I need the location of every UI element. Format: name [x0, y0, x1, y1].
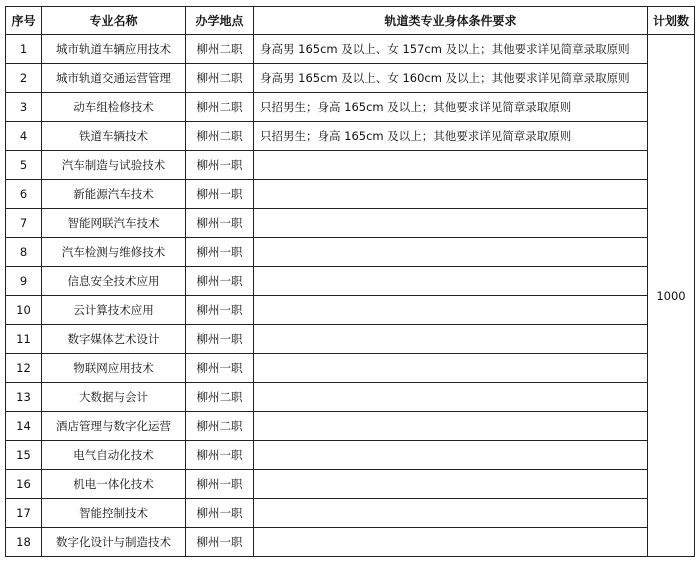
table-row	[6, 180, 695, 209]
table-row	[6, 151, 695, 180]
cell-requirement	[254, 528, 648, 557]
cell-location: 柳州二职	[186, 122, 254, 151]
cell-index: 17	[6, 499, 42, 528]
cell-index: 16	[6, 470, 42, 499]
cell-index: 10	[6, 296, 42, 325]
cell-requirement	[254, 383, 648, 412]
table-row	[6, 325, 695, 354]
cell-index: 14	[6, 412, 42, 441]
cell-location: 柳州二职	[186, 93, 254, 122]
table-header-row	[6, 7, 695, 35]
header-plan: 计划数	[648, 7, 695, 35]
table-body	[6, 35, 695, 557]
cell-major: 城市轨道车辆应用技术	[42, 35, 186, 64]
table-row	[6, 93, 695, 122]
table-row	[6, 64, 695, 93]
cell-requirement	[254, 267, 648, 296]
table-row	[6, 441, 695, 470]
cell-requirement	[254, 354, 648, 383]
table-row	[6, 499, 695, 528]
cell-location: 柳州二职	[186, 35, 254, 64]
header-location: 办学地点	[186, 7, 254, 35]
cell-major: 大数据与会计	[42, 383, 186, 412]
cell-index: 8	[6, 238, 42, 267]
cell-requirement: 只招男生；身高 165cm 及以上；其他要求详见简章录取原则	[254, 93, 648, 122]
cell-index: 7	[6, 209, 42, 238]
cell-location: 柳州一职	[186, 238, 254, 267]
cell-location: 柳州二职	[186, 412, 254, 441]
cell-major: 信息安全技术应用	[42, 267, 186, 296]
cell-location: 柳州二职	[186, 383, 254, 412]
cell-major: 数字化设计与制造技术	[42, 528, 186, 557]
cell-index: 13	[6, 383, 42, 412]
table-row	[6, 122, 695, 151]
cell-location: 柳州一职	[186, 151, 254, 180]
cell-major: 电气自动化技术	[42, 441, 186, 470]
table-row	[6, 412, 695, 441]
cell-requirement	[254, 209, 648, 238]
cell-index: 2	[6, 64, 42, 93]
cell-requirement: 只招男生；身高 165cm 及以上；其他要求详见简章录取原则	[254, 122, 648, 151]
cell-major: 汽车制造与试验技术	[42, 151, 186, 180]
cell-location: 柳州一职	[186, 441, 254, 470]
cell-location: 柳州一职	[186, 296, 254, 325]
cell-location: 柳州一职	[186, 180, 254, 209]
cell-requirement	[254, 238, 648, 267]
cell-requirement	[254, 441, 648, 470]
cell-major: 新能源汽车技术	[42, 180, 186, 209]
cell-location: 柳州一职	[186, 209, 254, 238]
cell-requirement	[254, 470, 648, 499]
table-row	[6, 35, 695, 64]
cell-requirement	[254, 180, 648, 209]
cell-index: 1	[6, 35, 42, 64]
table-row	[6, 267, 695, 296]
cell-requirement	[254, 499, 648, 528]
cell-location: 柳州一职	[186, 499, 254, 528]
cell-major: 智能控制技术	[42, 499, 186, 528]
cell-requirement	[254, 151, 648, 180]
table-row	[6, 528, 695, 557]
cell-major: 物联网应用技术	[42, 354, 186, 383]
cell-major: 动车组检修技术	[42, 93, 186, 122]
cell-location: 柳州二职	[186, 64, 254, 93]
enrollment-table	[5, 6, 695, 557]
cell-major: 城市轨道交通运营管理	[42, 64, 186, 93]
cell-index: 18	[6, 528, 42, 557]
cell-index: 6	[6, 180, 42, 209]
cell-major: 智能网联汽车技术	[42, 209, 186, 238]
cell-major: 机电一体化技术	[42, 470, 186, 499]
cell-requirement: 身高男 165cm 及以上、女 157cm 及以上；其他要求详见简章录取原则	[254, 35, 648, 64]
cell-major: 铁道车辆技术	[42, 122, 186, 151]
table-row	[6, 383, 695, 412]
cell-requirement: 身高男 165cm 及以上、女 160cm 及以上；其他要求详见简章录取原则	[254, 64, 648, 93]
header-index: 序号	[6, 7, 42, 35]
header-major: 专业名称	[42, 7, 186, 35]
cell-major: 汽车检测与维修技术	[42, 238, 186, 267]
cell-location: 柳州一职	[186, 267, 254, 296]
cell-index: 9	[6, 267, 42, 296]
cell-location: 柳州一职	[186, 528, 254, 557]
cell-location: 柳州一职	[186, 325, 254, 354]
table-row	[6, 238, 695, 267]
cell-requirement	[254, 325, 648, 354]
cell-index: 4	[6, 122, 42, 151]
table-row	[6, 296, 695, 325]
cell-plan-total: 1000	[648, 35, 695, 557]
header-requirement: 轨道类专业身体条件要求	[254, 7, 648, 35]
cell-location: 柳州一职	[186, 470, 254, 499]
table-row	[6, 209, 695, 238]
cell-requirement	[254, 296, 648, 325]
table-row	[6, 470, 695, 499]
cell-major: 数字媒体艺术设计	[42, 325, 186, 354]
cell-major: 酒店管理与数字化运营	[42, 412, 186, 441]
cell-location: 柳州一职	[186, 354, 254, 383]
table-row	[6, 354, 695, 383]
cell-index: 3	[6, 93, 42, 122]
cell-index: 15	[6, 441, 42, 470]
cell-requirement	[254, 412, 648, 441]
cell-index: 11	[6, 325, 42, 354]
cell-index: 12	[6, 354, 42, 383]
cell-index: 5	[6, 151, 42, 180]
cell-major: 云计算技术应用	[42, 296, 186, 325]
